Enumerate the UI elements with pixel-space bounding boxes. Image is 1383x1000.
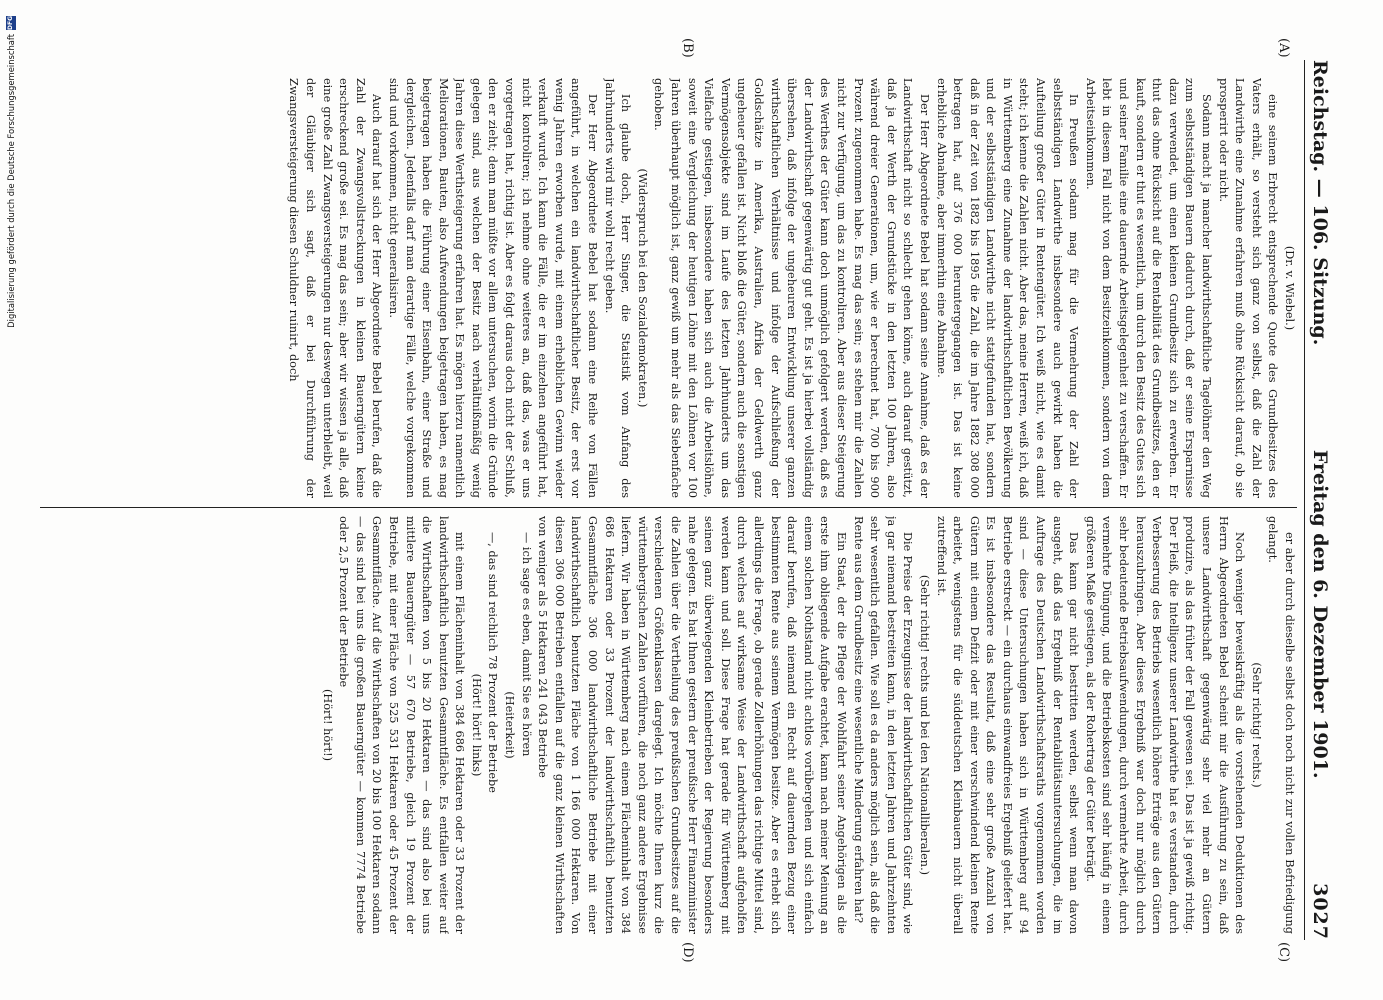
right-paragraph: (Hört! hört!) [320,688,334,762]
left-paragraph: Sodann macht ja mancher landwirthschaftliche Tagelöhner den Weg zum selbstständigen Bauern dadurch durch, daß er seine Ersparnisse dazu verwendet, um einen kleinen Grundbesitz sich zu erwerben. Er thut das ohne Rücksicht auf die Rentabilität des Grundbesitzes, den er kauft, sondern er thut es wesentlich, um durch den Besitz des Gutes sich und seiner Familie eine dauernde Arbeitsgelegenheit zu verschaffen. Er lebt in diesem Fall nicht von dem Besitzeinkommen, sondern von dem Arbeitseinkommen. [1083,78,1214,498]
right-paragraph: (Sehr richtig! rechts.) [1249,662,1263,788]
column-divider [40,507,1297,508]
left-paragraph: Auch darauf hat sich der Herr Abgeordnete Bebel berufen, daß die Zahl der Zwangsvollstreckungen in kleinen Bauerngütern keine erschreckend große sei. Es mag das sein; aber wir wissen ja alle, daß eine große Zahl Zwangsversteigerungen nur deswegen unterbleibt, weil der Gläubiger sich sagt, daß er bei Durchführung der Zwangsversteigerung diesen Schuldner ruinirt, doch [287,78,384,498]
page-header [1304,60,1343,940]
right-paragraph: (Hört! hört! links) [469,673,483,777]
right-paragraphs [318,516,1297,934]
page-number: 3027 [1309,883,1331,940]
header-left: Reichstag. — 106. Sitzung. [1309,60,1331,346]
right-paragraph: (Heiterkeit) [503,691,517,759]
right-paragraph: Ein Staat, der die Pflege der Wohlfahrt seiner Angehörigen als die erste ihm obliegende Aufgabe erachtet, kann nach meiner Meinung an einem solchen Nothstand nicht achtlos vorübergehen und sich einfach darauf berufen, daß niemand ein Recht auf dauernden Bezug einer bestimmten Rente aus seinem Vermögen besitze. Aber es erhebt sich allerdings die Frage, ob gerade Zollerhöhungen das richtige Mittel sind, durch welches auf wirksame Weise der Landwirthschaft aufgeholfen werden kann und soll. Diese Frage hat gerade für Württemberg mit seinen ganz überwiegenden Kleinbetrieben der Regierung besonders nahe gelegen. Es hat Ihnen gestern der preußische Herr Finanzminister die Zahlen über die Vertheilung des preußischen Grundbesitzes auf die verschiedenen Größenklassen dargelegt. Ich möchte Ihnen kurz die württembergischen Zahlen vorführen, die noch ganz andere Ergebnisse liefern. Wir haben in Württemberg nach einem Flächeninhalt von 384 686 Hektaren oder 33 Prozent der landwirthschaftlich benutzten Gesammtfläche 306 000 landwirthschaftliche Betriebe mit einer landwirthschaftlich benutzten Fläche von 1 166 000 Hektaren. Von diesen 306 000 Betrieben entfallen auf die ganz kleinen Wirthschaften von weniger als 5 Hektaren 241 043 Betriebe [536,516,848,934]
speaker-label: (Dr. v. Wiebel.) [1283,245,1296,331]
right-paragraph: —, das sind reichlich 78 Prozent der Betriebe [486,532,500,793]
left-paragraph: Ich glaube doch, Herr Singer, die Statistik vom Anfang des Jahrhunderts wird mir wohl recht geben. [602,78,633,498]
left-column [40,78,1297,498]
right-column [40,516,1297,934]
left-paragraph: Der Herr Abgeordnete Bebel hat sodann seine Annahme, daß es der Landwirthschaft nicht so schlecht gehen könne, auch darauf gestützt, daß ja der Werth der Grundstücke in den letzten 100 Jahren, also während dreier Generationen, um, wie er berechnet hat, 700 bis 900 Prozent zugenommen habe. Es mag das sein; es stehen mir die Zahlen nicht zur Verfügung, um das zu kontroliren. Aber aus dieser Steigerung des Werthes der Güter kann doch unmöglich gefolgert werden, daß es der Landwirthschaft gegenwärtig gut geht. Es ist ja hierbei vollständig übersehen, daß infolge der ungeheuren Entwicklung unserer ganzen wirthschaftlichen Verhältnisse und infolge der Aufschließung der Goldschätze in Amerika, Australien, Afrika der Geldwerth ganz ungeheuer gefallen ist. Nicht bloß die Güter, sondern auch die sonstigen Vermögensobjekte sind im Laufe des letzten Jahrhunderts um das Vielfache gestiegen, insbesondere haben sich auch die Arbeitslöhne, soweit eine Vergleichung der heutigen Löhne mit den Löhnen vor 100 Jahren überhaupt möglich ist, ganz gewiß um mehr als das Siebenfache gehoben. [652,78,931,498]
right-paragraph: (Sehr richtig! rechts und bei den Nationalliberalen.) [917,574,931,876]
right-paragraph: er aber durch dieselbe selbst doch noch nicht zur vollen Befriedigung gelangt. [1266,516,1296,934]
right-paragraph: Noch weniger beweiskräftig als die vorstehenden Deduktionen des Herrn Abgeordneten Bebel scheint mir die Ausführung zu sein, daß unsere Landwirthschaft gegenwärtig sehr viel mehr an Gütern produzire, als das früher der Fall gewesen sei. Das ist ja gewiß richtig. Der Fleiß, die Intelligenz unserer Landwirthe hat es verstanden, durch Verbesserung des Betriebs wesentlich höhere Erträge aus den Gütern herauszubringen. Aber dieses Ergebniß war doch nur möglich durch sehr bedeutende Betriebsaufwendungen, durch vermehrte Arbeit, durch vermehrte Düngung, und die Betriebskosten sind sehr häufig in einem größeren Maße gestiegen, als der Rohertrag der Güter beträgt. [1083,516,1247,934]
margin-marker-d: (D) [680,942,695,963]
credit-text: Digitalisierung gefördert durch die Deutsche Forschungsgemeinschaft [6,34,16,328]
dfg-logo: DFG [7,15,14,30]
margin-marker-c: (C) [1276,942,1291,963]
credit-strip [0,0,22,1000]
left-paragraph: Der Herr Abgeordnete Bebel hat sodann eine Reihe von Fällen angeführt, in welchen ein landwirthschaftlicher Besitz, der erst vor wenig Jahren erworben wurde, mit einem erheblichen Gewinn wieder verkauft wurde. Ich kann die Fälle, die er im einzelnen angeführt hat, nicht kontroliren; ich nehme ohne weiteres an, daß das, was er uns vorgetragen hat, richtig ist. Aber es folgt daraus doch nicht der Schluß, den er zieht; denn man müßte vor allem untersuchen, worin die Gründe gelegen sind, aus welchen der Besitz nach verhältnißmäßig wenig Jahren diese Werthsteigerung erfahren hat. Es mögen hierzu namentlich Meliorationen, Bauten, also Aufwendungen beigetragen haben, es mag beigetragen haben die Führung einer Eisenbahn, einer Straße und dergleichen. Jedenfalls darf man derartige Fälle, welche vorgekommen sind und vorkommen, nicht generalisiren. [386,78,600,498]
left-paragraph: In Preußen sodann mag für die Vermehrung der Zahl der selbstständigen Landwirthe insbesondere auch gewirkt haben die Aufteilung großer Güter in Rentengüter. Ich weiß nicht, wie es damit steht; ich kenne die Zahlen nicht. Aber das, meine Herren, weiß ich, daß in Württemberg eine Zunahme der landwirthschaftlichen Bevölkerung und der selbstständigen Landwirthe nicht stattgefunden hat, sondern daß in der Zeit von 1882 bis 1895 die Zahl, die im Jahre 1882 308 000 betragen hat, auf 376 000 heruntergegangen ist. Das ist keine erhebliche Abnahme, aber immerhin eine Abnahme. [934,78,1081,498]
right-paragraph: Das kann gar nicht bestritten werden, selbst wenn man davon ausgeht, daß das Ergebniß der Rentabilitätsuntersuchungen, die im Auftrage des Deutschen Landwirthschaftsraths vorgenommen worden sind — diese Untersuchungen haben sich in Württemberg auf 94 Betriebe erstreckt — ein durchaus einwandfreies Ergebniß geliefert hat. Es ist insbesondere das Resultat, daß eine sehr große Anzahl von Gütern mit einem Defizit oder mit einer verschwindend kleinen Rente arbeitet, wenigstens für die süddeutschen Kleinbauern nicht überall zutreffend ist. [934,516,1081,934]
header-center: Freitag den 6. Dezember 1901. [1309,449,1331,779]
right-paragraph: mit einem Flächeninhalt von 384 686 Hektaren oder 33 Prozent der landwirthschaftlich benutzten Gesammtfläche. Es entfallen weiter auf die Wirthschaften von 5 bis 20 Hektaren — das sind also bei uns mittlere Bauerngüter — 57 670 Betriebe, gleich 19 Prozent der Betriebe, mit einer Fläche von 525 531 Hektaren oder 45 Prozent der Gesammtfläche. Auf die Wirthschaften von 20 bis 100 Hektaren sodann — das sind bei uns die großen Bauerngüter — kommen 7774 Betriebe oder 2,5 Prozent der Betriebe [337,516,467,934]
right-paragraph: Die Preise der Erzeugnisse der landwirthschaftlichen Güter sind, wie ja gar niemand bestreiten kann, in den letzten Jahren und Jahrzehnten sehr wesentlich gefallen. Wie soll es da anders möglich sein, als daß die Rente aus dem Grundbesitz eine wesentliche Minderung erfahren hat? [851,516,915,934]
margin-marker-a: (A) [1276,38,1291,58]
margin-marker-b: (B) [680,38,695,58]
left-paragraph: eine seinem Erbrecht entsprechende Quote des Grundbesitzes des Vaters erhält, so versteht sich ganz von selbst, daß die Zahl der Landwirthe eine Zunahme erfahren muß ohne Rücksicht darauf, ob sie prosperirt oder nicht. [1216,78,1280,498]
left-paragraph: (Widerspruch bei den Sozialdemokraten.) [635,168,649,408]
left-paragraphs [285,78,1281,498]
right-paragraph: — ich sage es eben, damit Sie es hören [519,532,533,757]
